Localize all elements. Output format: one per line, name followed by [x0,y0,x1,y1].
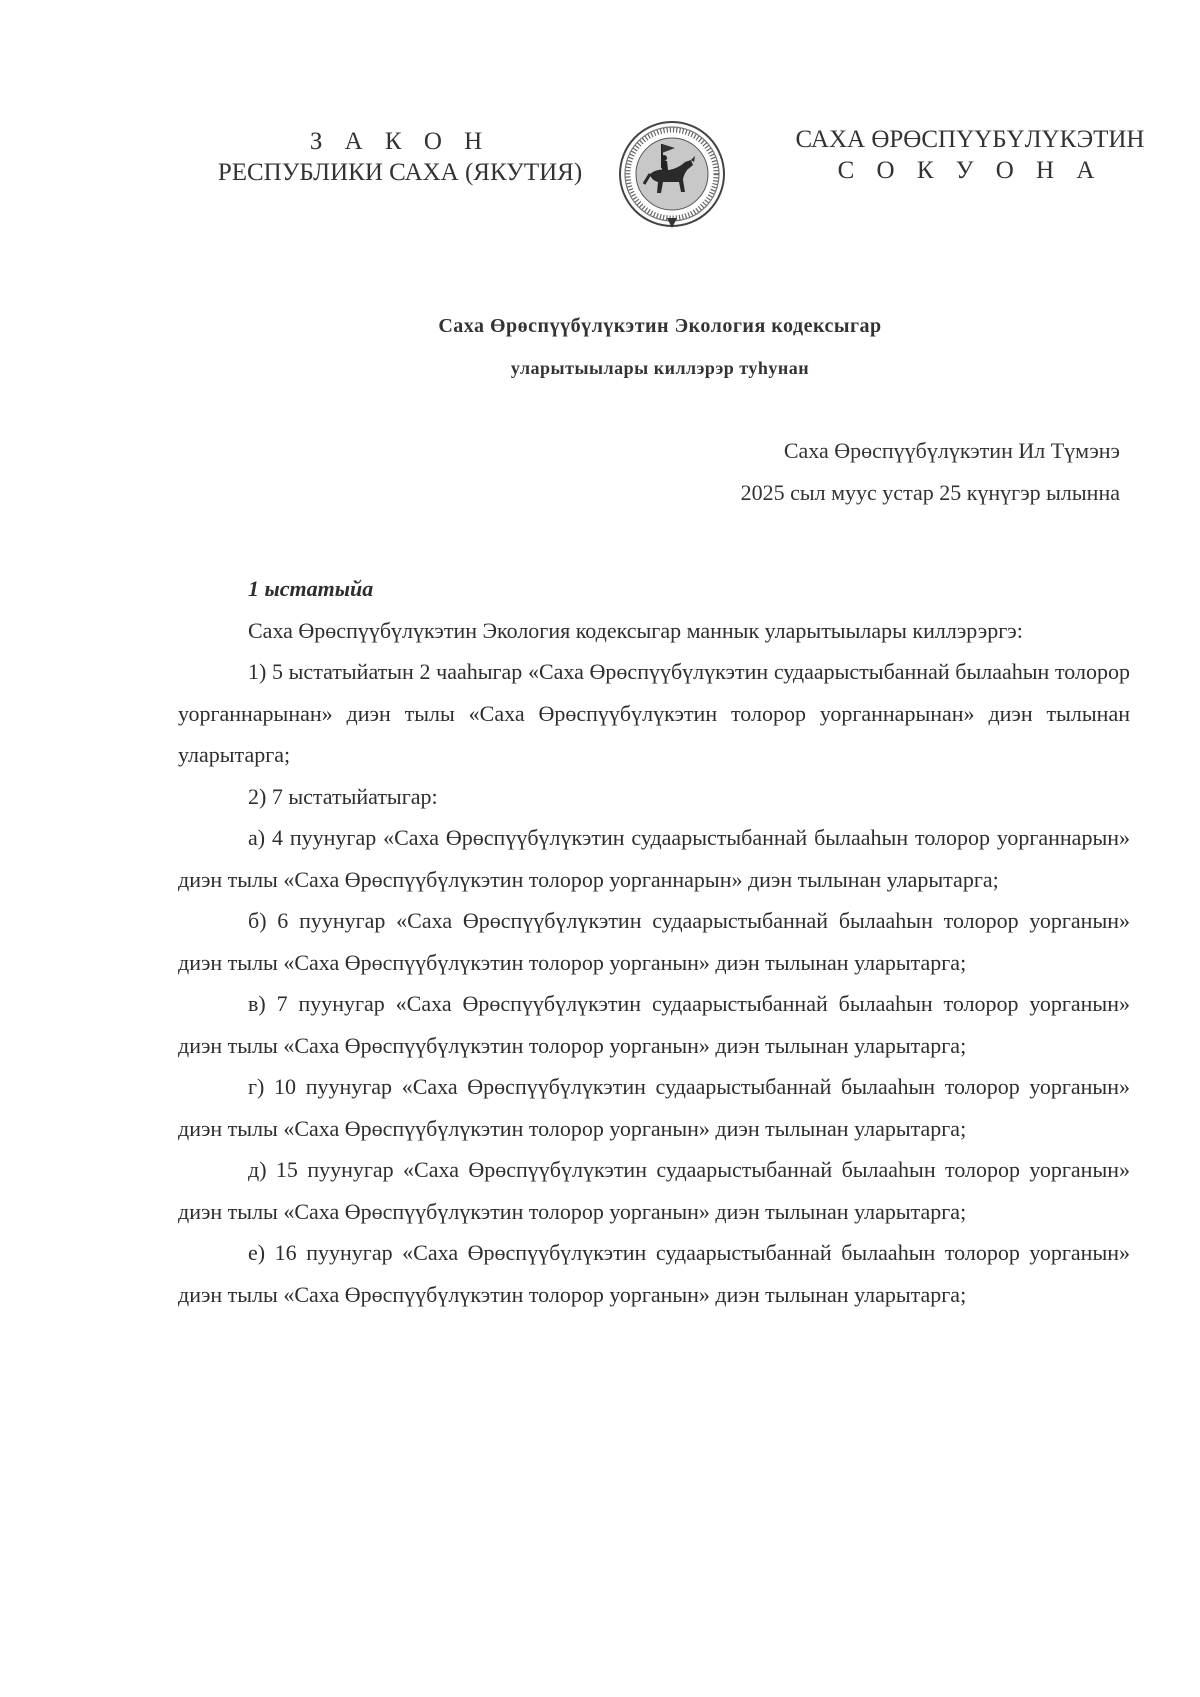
republic-sakha-label: САХА ӨРӨСПҮҮБҮЛҮКЭТИН [795,126,1145,153]
article-item: б) 6 пуунугар «Саха Өрөспүүбүлүкэтин судаарыстыбаннай былааһын толорор уорганын» диэн тылы «Саха Өрөспүүбүлүкэтин толорор уорганын» диэн тылынан уларытарга; [178,908,1130,975]
adopted-date: 2025 сыл муус устар 25 күнүгэр ылынна [740,480,1120,505]
article-item: д) 15 пуунугар «Саха Өрөспүүбүлүкэтин судаарыстыбаннай былааһын толорор уорганын» диэн тылы «Саха Өрөспүүбүлүкэтин толорор уорганын» диэн тылынан уларытарга; [178,1157,1130,1224]
document-body [178,568,1130,1315]
coat-of-arms-emblem-icon [617,118,727,230]
article-item: 2) 7 ыстатыйатыгар: [248,783,438,809]
header-right [770,124,1170,186]
document-title-line1: Саха Өрөспүүбүлүкэтин Экология кодексыгар [438,315,882,337]
article-item: е) 16 пуунугар «Саха Өрөспүүбүлүкэтин судаарыстыбаннай былааһын толорор уорганын» диэн тылы «Саха Өрөспүүбүлүкэтин толорор уорганын» диэн тылынан уларытарга; [178,1240,1130,1307]
article-intro: Саха Өрөспүүбүлүкэтин Экология кодексыгар маннык уларытыылары киллэрэргэ: [248,617,1023,643]
document-title-line2: уларытыылары киллэрэр туһунан [510,358,810,378]
article-title: 1 ыстатыйа [248,576,374,601]
article-item: 1) 5 ыстатыйатын 2 чааһыгар «Саха Өрөспүүбүлүкэтин судаарыстыбаннай былааһын толорор уорганнарынан» диэн тылы «Саха Өрөспүүбүлүкэтин толорор уорганнарынан» диэн тылынан уларытарга; [178,659,1130,767]
adopted-by: Саха Өрөспүүбүлүкэтин Ил Түмэнэ [783,438,1120,463]
law-sakha-label: С О К У О Н А [837,157,1103,184]
republic-label: РЕСПУБЛИКИ САХА (ЯКУТИЯ) [217,159,583,186]
law-label: З А К О Н [309,128,491,155]
article-item: в) 7 пуунугар «Саха Өрөспүүбүлүкэтин судаарыстыбаннай былааһын толорор уорганын» диэн тылы «Саха Өрөспүүбүлүкэтин толорор уорганын» диэн тылынан уларытарга; [178,991,1130,1058]
article-item: г) 10 пуунугар «Саха Өрөспүүбүлүкэтин судаарыстыбаннай былааһын толорор уорганын» диэн тылы «Саха Өрөспүүбүлүкэтин толорор уорганын» диэн тылынан уларытарга; [178,1074,1130,1141]
header-left [200,126,600,188]
article-item: а) 4 пуунугар «Саха Өрөспүүбүлүкэтин судаарыстыбаннай былааһын толорор уорганнарын» диэн тылы «Саха Өрөспүүбүлүкэтин толорор уорганнарын» диэн тылынан уларытарга; [178,825,1130,892]
